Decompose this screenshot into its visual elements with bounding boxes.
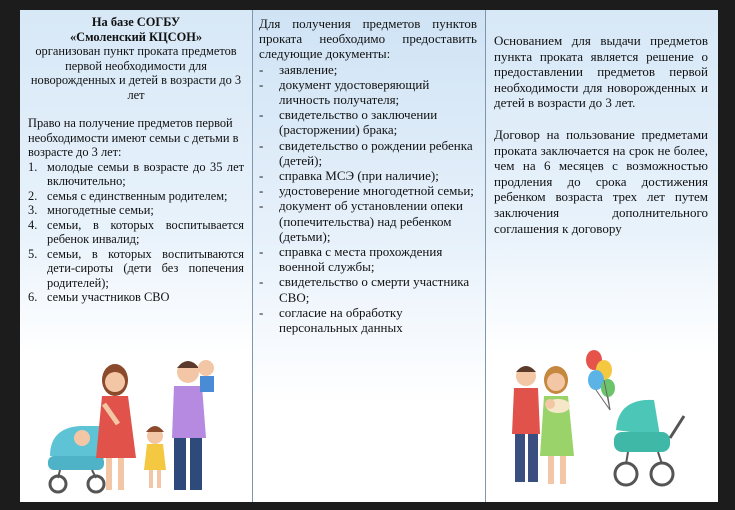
- column-terms: [486, 10, 718, 502]
- list-item: 2. семья с единственным родителем;: [28, 188, 228, 203]
- heading-line-2: «Смоленский КЦСОН»: [69, 29, 203, 44]
- list-item: - документ об установлении опеки (попечительства) над ребенком (детьми);: [259, 198, 464, 244]
- heading-body: организован пункт проката предметов первой необходимости для новорожденных и детей в возрасти до 3 лет: [30, 44, 242, 102]
- parents-with-baby-and-stroller-illustration: [486, 340, 718, 502]
- child-figure: [144, 426, 166, 488]
- list-item: 3. многодетные семьи;: [28, 203, 154, 217]
- column-eligibility: [20, 10, 253, 502]
- list-item: - справка с места прохождения военной службы;: [259, 244, 443, 275]
- list-item: - свидетельство о рождении ребенка (детей);: [259, 137, 473, 168]
- list-item: - заявление;: [259, 61, 338, 77]
- heading-line-1: На базе СОГБУ: [91, 15, 181, 29]
- eligibility-intro: Право на получение предметов первой необходимости имеют семьи с детьми в возрасте до 3 лет:: [28, 116, 239, 159]
- list-item: 5. семьи, в которых воспитываются дети-сироты (дети без попечения родителей);: [28, 246, 244, 290]
- list-item: - документ удостоверяющий личность получателя;: [259, 76, 430, 108]
- column-documents: [253, 10, 486, 502]
- documents-intro: Для получения предметов пунктов проката необходимо предоставить следующие документы:: [259, 16, 477, 62]
- list-item: 4. семьи, в которых воспитывается ребенок инвалид;: [28, 217, 244, 246]
- list-item: 6. семьи участников СВО: [28, 290, 170, 304]
- list-item: - согласие на обработку персональных данных: [259, 304, 403, 336]
- list-item: - справка МСЭ (при наличие);: [259, 168, 439, 184]
- documents-list: [253, 62, 485, 336]
- contract-paragraph: Договор на пользование предметами проката заключается на срок не более, чем на 6 месяцев с возможностью продления до срока достижения ребенком возраста трех лет путем заключения дополнительного соглашения к договору: [494, 126, 708, 236]
- father-figure: [512, 366, 540, 482]
- leaflet-heading: [20, 10, 252, 102]
- eligibility-list: [20, 160, 252, 305]
- balloons-icon: [586, 350, 615, 410]
- list-item: - удостоверение многодетной семьи;: [259, 183, 474, 199]
- stroller-icon: [614, 400, 684, 485]
- basis-paragraph: Основанием для выдачи предметов пункта проката является решение о предоставлении предметов первой необходимости для новорожденных и детей в возрасти до 3 лет.: [494, 33, 708, 111]
- list-item: 1. молодые семьи в возрасте до 35 лет включительно;: [28, 159, 244, 188]
- list-item: - свидетельство о смерти участника СВО;: [259, 274, 470, 305]
- list-item: - свидетельство о заключении (расторжении) брака;: [259, 107, 438, 138]
- mother-figure: [540, 366, 574, 484]
- leaflet-sheet: [20, 10, 718, 502]
- mother-figure: [96, 364, 136, 490]
- family-with-stroller-illustration: [20, 338, 252, 502]
- father-figure: [172, 360, 214, 490]
